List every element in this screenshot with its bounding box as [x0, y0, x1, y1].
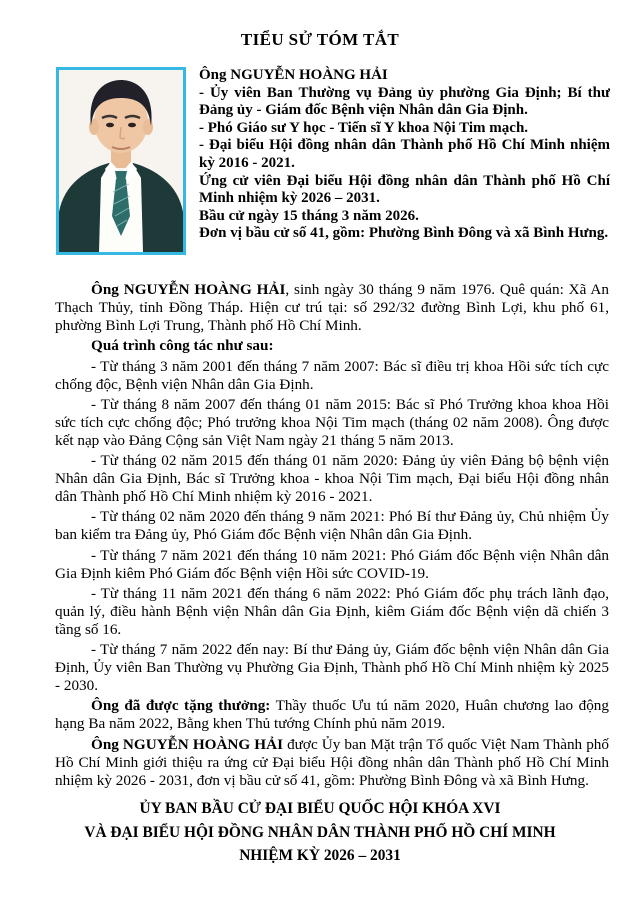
paragraph-lead: Quá trình công tác như sau:	[91, 337, 274, 355]
footer-line-2: VÀ ĐẠI BIỂU HỘI ĐỒNG NHÂN DÂN THÀNH PHỐ HỒ CHÍ MINH	[84, 823, 556, 841]
summary-line: Đơn vị bầu cử số 41, gồm: Phường Bình Đông và xã Bình Hưng.	[199, 225, 609, 242]
paragraph	[55, 697, 609, 733]
footer-line-3: NHIỆM KỲ 2026 – 2031	[239, 846, 401, 864]
paragraph-lead: Ông NGUYỄN HOÀNG HẢI	[91, 281, 286, 298]
paragraph	[55, 585, 609, 639]
paragraph-text: , sinh ngày 30 tháng 9 năm 1976. Quê quán: Xã An Thạch Thủy, tỉnh Đồng Tháp. Hiện cư trú tại: số 292/32 đường Bình Lợi, khu phố 61, phường Bình Lợi Trung, Thành phố Hồ Chí Minh.	[55, 281, 609, 334]
document-title: TIỂU SỬ TÓM TẮT	[240, 30, 400, 49]
summary-line: Bầu cử ngày 15 tháng 3 năm 2026.	[199, 207, 419, 224]
paragraph	[55, 547, 609, 583]
paragraph	[55, 358, 609, 394]
paragraph-text: - Từ tháng 11 năm 2021 đến tháng 6 năm 2022: Phó Giám đốc phụ trách lãnh đạo, quản lý, điều hành Bệnh viện Nhân dân Gia Định, kiêm Giám đốc Bệnh viện dã chiến 3 tầng số 16.	[55, 585, 609, 638]
candidate-summary	[199, 67, 610, 243]
paragraph-text: - Từ tháng 7 năm 2021 đến tháng 10 năm 2021: Phó Giám đốc Bệnh viện Nhân dân Gia Định kiêm Phó Giám đốc Bệnh viện Hồi sức COVID-19.	[55, 546, 609, 582]
summary-line: - Phó Giáo sư Y học - Tiến sĩ Y khoa Nội Tim mạch.	[199, 119, 529, 136]
candidate-photo	[56, 67, 186, 255]
paragraph	[55, 508, 609, 544]
paragraph-text: Thầy thuốc Ưu tú năm 2020, Huân chương lao động hạng Ba năm 2022, Bằng khen Thủ tướng Chính phủ năm 2019.	[55, 697, 609, 733]
summary-line: Ứng cử viên Đại biểu Hội đồng nhân dân Thành phố Hồ Chí Minh nhiệm kỳ 2026 – 2031.	[199, 172, 610, 207]
paragraph	[55, 452, 609, 506]
paragraph	[55, 396, 609, 450]
paragraph-lead: Ông đã được tặng thưởng:	[91, 697, 271, 715]
paragraph	[55, 736, 609, 790]
portrait-illustration	[59, 70, 183, 252]
paragraph-lead: Ông NGUYỄN HOÀNG HẢI	[91, 735, 283, 753]
candidate-header	[56, 67, 610, 255]
paragraph-text: - Từ tháng 8 năm 2007 đến tháng 01 năm 2015: Bác sĩ Phó Trưởng khoa khoa Hồi sức tích cực chống độc; Phó trưởng khoa Nội Tim mạch (tháng 02 năm 2008). Ông được kết nạp vào Đảng Cộng sản Việt Nam ngày 21 tháng 5 năm 2013.	[55, 395, 609, 449]
paragraph-text: - Từ tháng 02 năm 2020 đến tháng 9 năm 2021: Phó Bí thư Đảng ủy, Chủ nhiệm Ủy ban kiểm tra Đảng ủy, Phó Giám đốc Bệnh viện Nhân dân Gia Định.	[55, 508, 609, 544]
paragraph	[55, 281, 609, 335]
footer-line-1: ỦY BAN BẦU CỬ ĐẠI BIỂU QUỐC HỘI KHÓA XVI	[139, 800, 501, 818]
candidate-name: Ông NGUYỄN HOÀNG HẢI	[199, 67, 388, 83]
paragraph	[55, 641, 609, 695]
paragraph-text: được Ủy ban Mặt trận Tổ quốc Việt Nam Thành phố Hồ Chí Minh giới thiệu ra ứng cử Đại biểu Hội đồng nhân dân Thành phố Hồ Chí Minh nhiệm kỳ 2026 - 2031, đơn vị bầu cử số 41, gồm: Phường Bình Đông và xã Bình Hưng.	[55, 735, 609, 789]
paragraph-text: - Từ tháng 3 năm 2001 đến tháng 7 năm 2007: Bác sĩ điều trị khoa Hồi sức tích cực chống độc, Bệnh viện Nhân dân Gia Định.	[55, 357, 609, 393]
paragraph-text: - Từ tháng 02 năm 2015 đến tháng 01 năm 2020: Đảng ủy viên Đảng bộ bệnh viện Nhân dân Gia Định, Bác sĩ Trưởng khoa - khoa Nội Tim mạch, Đại biểu Hội đồng nhân dân Thành phố Hồ Chí Minh nhiệm kỳ 2016 - 2021.	[55, 452, 609, 505]
election-committee-footer	[0, 797, 640, 867]
summary-line: - Ủy viên Ban Thường vụ Đảng ủy phường Gia Định; Bí thư Đảng ủy - Giám đốc Bệnh viện Nhân dân Gia Định.	[199, 84, 610, 119]
paragraph-text: - Từ tháng 7 năm 2022 đến nay: Bí thư Đảng ủy, Giám đốc bệnh viện Nhân dân Gia Định, Ủy viên Ban Thường vụ Phường Gia Định, Thành phố Hồ Chí Minh nhiệm kỳ 2025 - 2030.	[55, 641, 609, 695]
biography-section	[55, 281, 609, 789]
summary-line: - Đại biểu Hội đồng nhân dân Thành phố Hồ Chí Minh nhiệm kỳ 2016 - 2021.	[199, 137, 610, 171]
paragraph	[55, 337, 609, 355]
